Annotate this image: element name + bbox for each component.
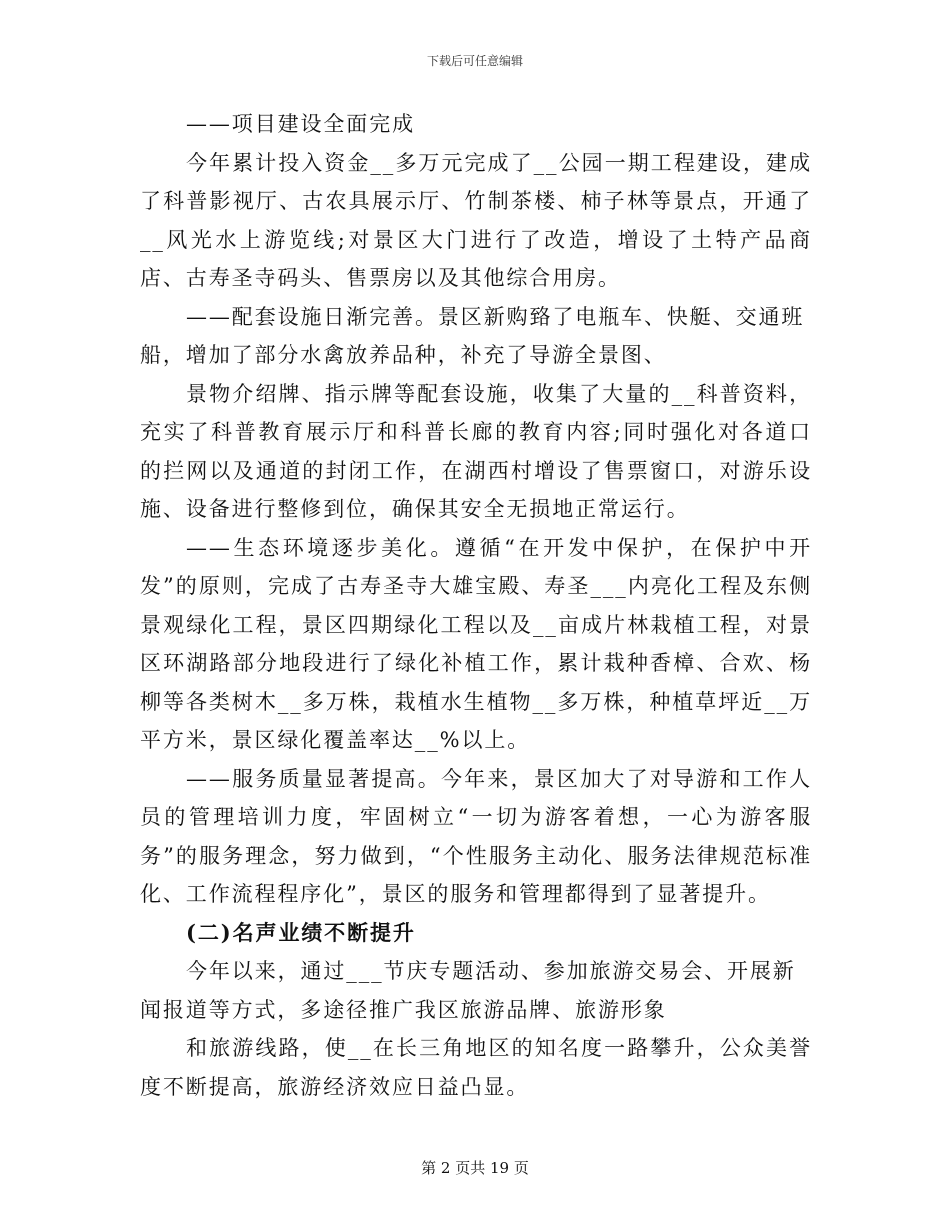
page-header: 下载后可任意编辑 bbox=[426, 54, 523, 68]
document-body bbox=[140, 105, 812, 1106]
section-heading-reputation: (二)名声业绩不断提升 bbox=[186, 919, 416, 945]
paragraph-facilities-continued: 景物介绍牌、指示牌等配套设施，收集了大量的__科普资料，充实了科普教育展示厅和科普长廊的教育内容;同时强化对各道口的拦网以及通道的封闭工作，在湖西村增设了售票窗口，对游乐设施、设备进行整修到位，确保其安全无损地正常运行。 bbox=[140, 381, 812, 521]
page-footer: 第 2 页共 19 页 bbox=[421, 1159, 529, 1177]
paragraph-ecology: ——生态环境逐步美化。遵循“在开发中保护，在保护中开发”的原则，完成了古寿圣寺大雄宝殿、寿圣___内亮化工程及东侧景观绿化工程，景区四期绿化工程以及__亩成片林栽植工程，对景区环湖路部分地段进行了绿化补植工作，累计栽种香樟、合欢、杨柳等各类树木__多万株，栽植水生植物__多万株，种植草坪近__万平方米，景区绿化覆盖率达__%以上。 bbox=[140, 535, 812, 752]
paragraph-service: ——服务质量显著提高。今年来，景区加大了对导游和工作人员的管理培训力度，牢固树立“一切为游客着想，一心为游客服务”的服务理念，努力做到，“个性服务主动化、服务法律规范标准化、工作流程程序化”，景区的服务和管理都得到了显著提升。 bbox=[140, 766, 812, 906]
section-heading-project: ——项目建设全面完成 bbox=[186, 112, 415, 136]
paragraph-promotion: 今年以来，通过___节庆专题活动、参加旅游交易会、开展新闻报道等方式，多途径推广我区旅游品牌、旅游形象 bbox=[140, 959, 796, 1022]
paragraph-investment: 今年累计投入资金__多万元完成了__公园一期工程建设，建成了科普影视厅、古农具展示厅、竹制茶楼、柿子林等景点，开通了__风光水上游览线;对景区大门进行了改造，增设了土特产品商店、古寿圣寺码头、售票房以及其他综合用房。 bbox=[140, 150, 812, 290]
paragraph-promotion-continued: 和旅游线路，使__在长三角地区的知名度一路攀升，公众美誉度不断提高，旅游经济效应日益凸显。 bbox=[140, 1036, 812, 1099]
paragraph-facilities: ——配套设施日渐完善。景区新购臵了电瓶车、快艇、交通班船，增加了部分水禽放养品种，补充了导游全景图、 bbox=[140, 304, 805, 367]
